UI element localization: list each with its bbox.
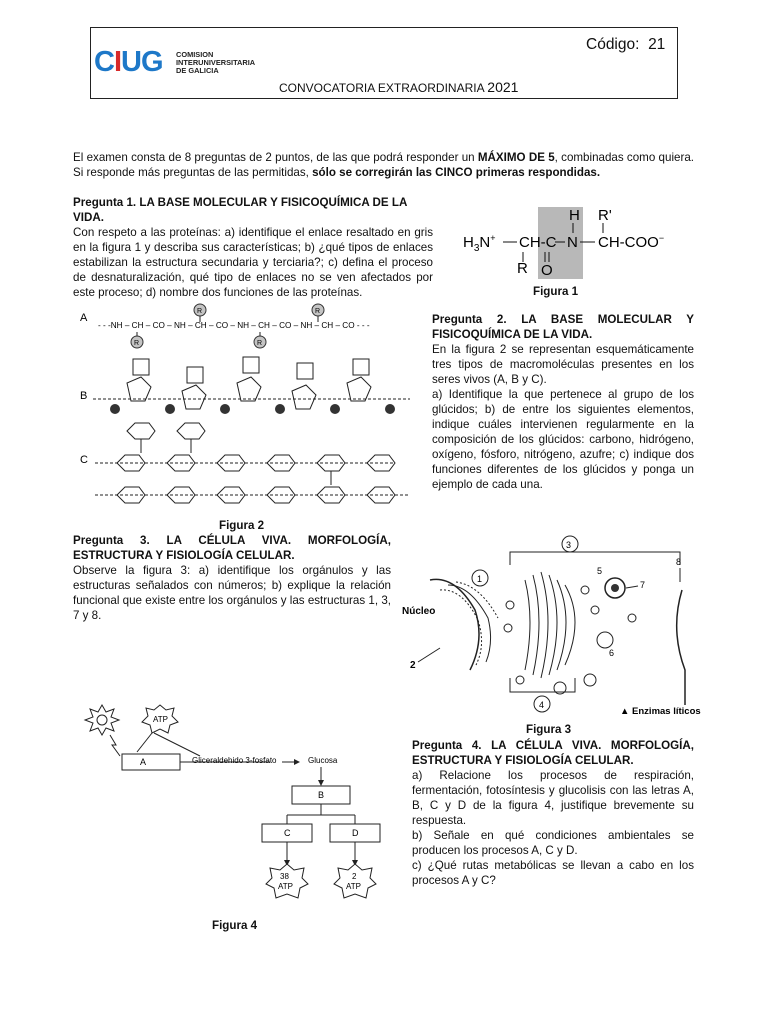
fig3-num-8: 8: [676, 557, 682, 567]
svg-text:R: R: [257, 340, 263, 347]
question-4: [412, 738, 694, 888]
question-4-body-c: c) ¿Qué rutas metabólicas se llevan a cabo en los procesos A y C?: [412, 859, 694, 887]
figure-4: [82, 700, 402, 900]
svg-text:R: R: [134, 340, 140, 347]
fig1-r-prime: R': [598, 207, 612, 224]
figure-1-caption: Figura 1: [533, 285, 579, 298]
fig3-legend: ▲ Enzimas líticos: [620, 706, 701, 717]
fig4-atp-top: ATP: [153, 715, 168, 724]
fig1-h: H: [569, 207, 580, 224]
fig1-o: O: [541, 262, 553, 279]
svg-text:R: R: [315, 308, 321, 315]
fig1-h3n: $H_3N^+$: [463, 233, 496, 254]
fig4-atp38-label: ATP: [278, 882, 293, 891]
fig1-n: N: [567, 234, 578, 251]
fig4-box-c: C: [284, 828, 291, 838]
fig2-label-c: C: [80, 454, 88, 466]
figure-3-caption: Figura 3: [526, 723, 572, 736]
ciug-logo: CIUG: [94, 46, 163, 78]
fig3-num-5: 5: [597, 566, 603, 576]
fig4-gliceraldehido: Gliceraldehido 3-fosfato: [192, 756, 277, 765]
fig4-atp38-num: 38: [280, 872, 289, 881]
question-3: [73, 533, 391, 623]
sun-icon: [85, 705, 119, 735]
fig2-label-b: B: [80, 390, 88, 402]
fig1-ch-c: CH-C: [519, 234, 557, 251]
fig3-num-6: 6: [609, 648, 615, 658]
fig3-nucleo: Núcleo: [402, 606, 436, 617]
fig4-atp2-num: 2: [352, 872, 357, 881]
fig2-label-a: A: [80, 312, 88, 324]
fig2-peptide-chain: - - -NH – CH – CO – NH – CH – CO – NH – CH – CO – NH – CH – CO - - -: [98, 321, 370, 330]
fig1-ch-coo: CH-COO−: [598, 233, 665, 251]
question-2-body-a: En la figura 2 se representan esquemáticamente tres tipos de macromoléculas presentes en los seres vivos (A, B y C).: [432, 343, 694, 386]
svg-text:R: R: [197, 308, 203, 315]
fig4-box-b: B: [318, 790, 325, 800]
ciug-org-name: COMISION INTERUNIVERSITARIA DE GALICIA: [176, 50, 256, 75]
fig3-num-7: 7: [640, 580, 646, 590]
fig4-box-d: D: [352, 828, 359, 838]
fig4-box-a: A: [140, 757, 147, 767]
question-4-title: Pregunta 4. LA CÉLULA VIVA. MORFOLOGÍA, ESTRUCTURA Y FISIOLOGÍA CELULAR.: [412, 739, 694, 767]
fig3-num-3: 3: [566, 540, 572, 550]
figure-3: [400, 530, 705, 720]
fig4-glucosa: Glucosa: [308, 756, 338, 765]
question-2-body-b: a) Identifique la que pertenece al grupo de los glúcidos; b) de entre los siguientes elementos, indique cuáles intervienen regularmente en la composición de los glúcidos: carbono, hidrógeno, oxígeno, fósforo, nitrógeno, azufre; c) indique dos funciones diferentes de los glúcidos y ponga un ejemplo de cada una.: [432, 388, 694, 491]
fig3-num-2: 2: [410, 660, 416, 671]
figure-4-caption: Figura 4: [212, 919, 258, 932]
fig3-num-4: 4: [539, 700, 545, 710]
question-4-body-a: a) Relacione los procesos de respiración, fermentación, fotosíntesis y glucolisis con las letras A, B, C y D de la figura 4, justifique brevemente su respuesta.: [412, 769, 694, 827]
figure-2: [75, 303, 420, 513]
question-2-title: Pregunta 2. LA BASE MOLECULAR Y FISICOQUÍMICA DE LA VIDA.: [432, 313, 694, 341]
fig2-polysaccharide: [95, 423, 410, 503]
question-1-body: Con respeto a las proteínas: a) identifique el enlace resaltado en gris en la figura 1 y describa sus características; b) ¿qué tipos de enlaces estabilizan la estructura secundaria y terciaria?; c) defina el proceso de desnaturalización, qué tipo de enlaces no se ven afectados por este proceso; d) nombre dos funciones de las proteínas.: [73, 226, 433, 299]
question-1: [73, 195, 433, 300]
fig3-num-1: 1: [477, 574, 483, 584]
convocatoria: CONVOCATORIA EXTRAORDINARIA 2021: [279, 79, 519, 95]
exam-instructions: El examen consta de 8 preguntas de 2 puntos, de las que podrá responder un MÁXIMO DE 5, combinadas como quiera. Si responde más preguntas de las permitidas, sólo se corregirán las CINCO primeras respondidas.: [73, 151, 695, 179]
exam-code: Código: 21: [586, 36, 666, 53]
question-3-body: Observe la figura 3: a) identifique los orgánulos y las estructuras señalados con números; b) explique la relación funcional que existe entre los orgánulos y las estructuras 1, 3, 7 y 8.: [73, 564, 391, 622]
figure-2-caption: Figura 2: [219, 519, 265, 532]
fig1-r: R: [517, 260, 528, 277]
fig2-nucleotide-chain: [93, 357, 410, 414]
question-3-title: Pregunta 3. LA CÉLULA VIVA. MORFOLOGÍA, ESTRUCTURA Y FISIOLOGÍA CELULAR.: [73, 534, 391, 562]
fig4-atp2-label: ATP: [346, 882, 361, 891]
question-1-title: Pregunta 1. LA BASE MOLECULAR Y FISICOQUÍMICA DE LA VIDA.: [73, 196, 407, 224]
question-4-body-b: b) Señale en qué condiciones ambientales se producen los procesos A, C y D.: [412, 829, 694, 857]
question-2: [432, 312, 694, 492]
